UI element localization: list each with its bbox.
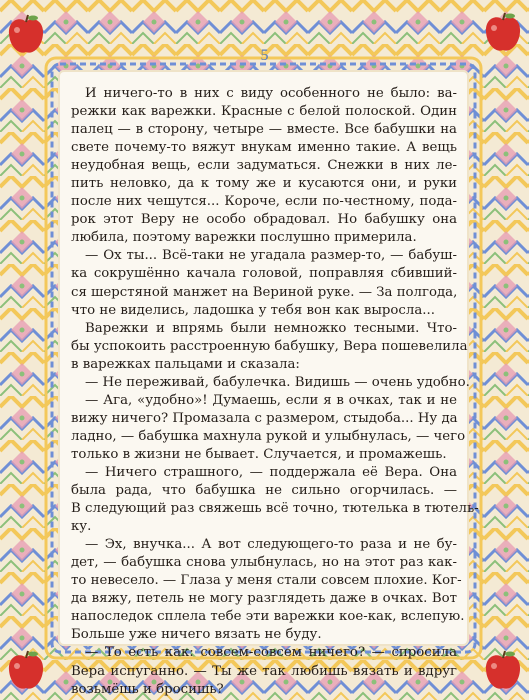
text-line: — Эх, внучка... А вот следующего-то раза и не бу-	[85, 537, 457, 553]
text-line: В следующий раз свяжешь всё точно, тютелька в тютель-	[71, 501, 479, 517]
text-line: дет, — бабушка снова улыбнулась, но на этот раз как-	[71, 555, 457, 571]
text-line: напоследок сплела тебе эти варежки кое-как, вслепую.	[71, 609, 465, 625]
text-line: после них чешутся... Короче, если по-честному, пода-	[71, 194, 457, 210]
text-line: — Не переживай, бабулечка. Видишь — очень удобно.	[85, 374, 470, 390]
text-line: — Ничего страшного, — поддержала её Вера. Она	[85, 464, 457, 480]
text-line: была рада, что бабушка не сильно огорчилась. —	[71, 483, 457, 499]
text-line: возьмёшь и бросишь?	[71, 681, 224, 697]
text-line: неудобная вещь, если задуматься. Снежки в них ле-	[71, 158, 457, 174]
text-line: бы успокоить расстроенную бабушку, Вера пошевелила	[71, 338, 468, 354]
text-line: пить неловко, да к тому же и кусаются они, и руки	[71, 176, 457, 192]
text-line: только в жизни не бывает. Случается, и промажешь.	[71, 446, 447, 462]
text-line: то невесело. — Глаза у меня стали совсем плохие. Ког-	[71, 573, 462, 589]
text-line: свете почему-то вяжут внукам именно такие. А вещь	[71, 140, 457, 156]
text-line: ладно, — бабушка махнула рукой и улыбнулась, — чего	[71, 428, 466, 444]
text-line: ся шерстяной манжет на Вериной руке. — За полгода,	[71, 284, 458, 300]
text-line: рок этот Веру не особо обрадовал. Но бабушку она	[71, 212, 457, 228]
text-line: Больше уже ничего вязать не буду.	[71, 627, 322, 643]
text-line: да вяжу, петель не могу разглядеть даже в очках. Вот	[71, 591, 457, 607]
text-line: палец — в сторону, четыре — вместе. Все бабушки на	[71, 122, 457, 138]
red-apple-icon	[6, 650, 46, 692]
text-line: ку.	[71, 519, 92, 535]
text-line: Вера испуганно. — Ты же так любишь вязать и вдруг	[71, 663, 457, 679]
red-apple-icon	[483, 650, 523, 692]
text-line: вижу ничего? Промазала с размером, стыдоба... Ну да	[71, 410, 458, 426]
text-line: Варежки и впрямь были немножко тесными. Что-	[85, 320, 457, 336]
text-line: — Ага, «удобно»! Думаешь, если я в очках, так и не	[85, 392, 457, 408]
text-line: — То есть как: совсем-совсем ничего? — спросила	[85, 645, 457, 661]
text-line: режки как варежки. Красные с белой полоской. Один	[71, 104, 457, 120]
text-line: И ничего-то в них с виду особенного не было: ва-	[85, 86, 457, 101]
page-number: 5	[260, 47, 269, 64]
text-line: ка сокрушённо качала головой, поправляя сбивший-	[71, 266, 457, 282]
text-line: — Ох ты... Всё-таки не угадала размер-то, — бабуш-	[85, 248, 457, 264]
text-line: что не виделись, ладошка у тебя вон как выросла...	[71, 302, 435, 318]
text-line: любила, поэтому варежки послушно примерила.	[71, 230, 417, 246]
story-text	[71, 85, 479, 699]
text-line: в варежках пальцами и сказала:	[71, 356, 300, 372]
